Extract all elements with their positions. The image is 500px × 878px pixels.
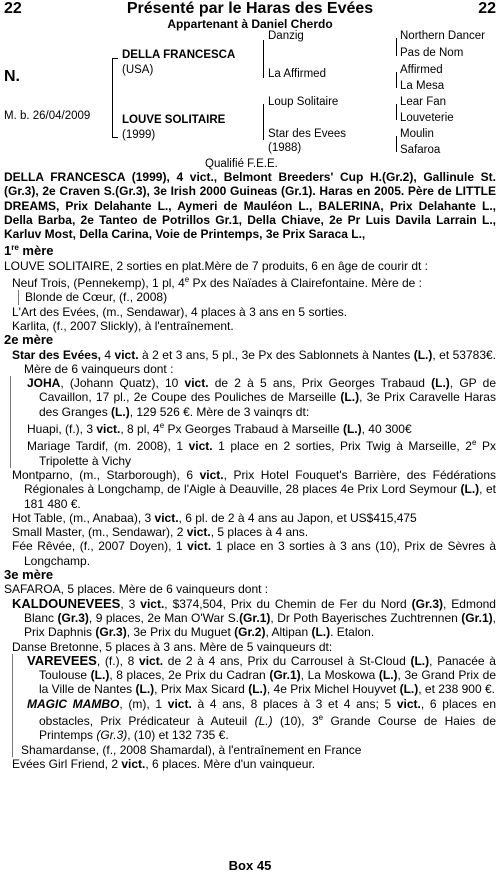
dam-sire: Loup Solitaire xyxy=(268,96,339,108)
lot-number-right: 22 xyxy=(478,0,496,17)
lot-number-left: 22 xyxy=(4,0,22,17)
dam-dam-year: (1988) xyxy=(268,142,302,154)
sire-sire: Danzig xyxy=(268,30,304,42)
ggp-3: Affirmed xyxy=(400,64,443,76)
ggp-1: Northern Dancer xyxy=(400,30,486,42)
first-dam-section: LOUVE SOLITAIRE, 2 sorties en plat.Mère de 7 produits, 6 en âge de courir dt : Neuf Trois, (Pennekemp), 1 pl, 4e Px des Naïades à Clairefontaine. Mère de : Blonde de Cœur, (f., 2008) L'Art des Evées, (m., Sendawar), 4 places à 3 ans en 5 sorties. Karlita, (f., 2007 Slickly), à l'entraînement. xyxy=(4,259,496,333)
box-number: Box 45 xyxy=(228,858,272,873)
third-dam-section: SAFAROA, 5 places. Mère de 6 vainqueurs dont : KALDOUNEVEES, 3 vict., $374,504, Prix du Chemin de Fer du Nord (Gr.3), Edmond Blanc (Gr.3), 9 places, 2e Man O'War S.(Gr.1), Dr Poth Bayerisches Zuchtrennen (Gr.1), Prix Daphnis (Gr.3), 3e Prix du Muguet (Gr.2), Altipan (L.). Etalon. Danse Bretonne, 5 places à 3 ans. Mère de 5 vainqueurs dt: VAREVEES, (f.), 8 vict. de 2 à 4 ans, Prix du Carrousel à St-Cloud (L.), Panacée à Toulouse (L.), 8 places, 2e Prix du Cadran (Gr.1), La Moskowa (L.), 3e Grand Prix de la Ville de Nantes (L.), Prix Max Sicard (L.), 4e Prix Michel Houyvet (L.), et 238 900 €. MAGIC MAMBO, (m), 1 vict. à 4 ans, 8 places à 3 et 4 ans; 5 vict., 6 places en obstacles, Prix Prédicateur à Auteuil (L.) (10), 3e Grande Course de Haies de Printemps (Gr.3), (10) et 132 735 €. Shamardanse, (f., 2008 Shamardal), à l'entraînement en France Evées Girl Friend, 2 vict., 6 places. Mère d'un vainqueur. xyxy=(4,582,497,771)
sire-paragraph: DELLA FRANCESCA (1999), 4 vict., Belmont Breeders' Cup H.(Gr.2), Gallinule St.(Gr.3), 2e Craven S.(Gr.3), 3e Irish 2000 Guineas (Gr.1). Haras en 2005. Père de LITTLE DREAMS, Prix Delahante L., Aymeri de Mauléon L., BALERINA, Prix Delahante L., Della Barba, 2e Tanteo de Potrillos Gr.1, Della Chiave, 2e Pr Luis Davila Larrain L., Karluv Most, Della Carina, Voie de Printemps, 3e Prix Saraca L., xyxy=(4,170,496,242)
page-title: Présenté par le Haras des Evées xyxy=(126,0,374,17)
third-dam-heading: 3e mère xyxy=(4,567,54,583)
ggp-8: Safaroa xyxy=(400,144,441,156)
second-dam-heading: 2e mère xyxy=(4,332,54,348)
ggp-2: Pas de Nom xyxy=(400,47,464,59)
ggp-6: Louveterie xyxy=(400,112,454,124)
ggp-4: La Mesa xyxy=(400,80,445,92)
sire-name: DELLA FRANCESCA xyxy=(122,49,236,61)
horse-name: N. xyxy=(4,68,20,85)
sire-dam: La Affirmed xyxy=(268,68,326,80)
second-dam-section: Star des Evées, 4 vict. à 2 et 3 ans, 5 pl., 3e Px des Sablonnets à Nantes (L.), et 53783€. Mère de 6 vainqueurs dont : JOHA, (Johann Quatz), 10 vict. de 2 à 5 ans, Prix Georges Trabaud (L.), GP de Cavaillon, 17 pl., 2e Coupe des Pouliches de Marseille (L.), 3e Prix Caravelle Haras des Granges (L.), 129 526 €. Mère de 3 vainqrs dt: Huapi, (f.), 3 vict., 8 pl, 4e Px Georges Trabaud à Marseille (L.), 40 300€ Mariage Tardif, (m. 2008), 1 vict. 1 place en 2 sorties, Prix Twig à Marseille, 2e Px Tripolette à Vichy Montparno, (m., Starborough), 6 vict., Prix Hotel Fouquet's Barrière, des Fédérations Régionales à Longchamp, de l'Aigle à Deauville, 28 places 4e Prix Lord Seymour (L.), et 181 480 €. Hot Table, (m., Anabaa), 3 vict., 6 pl. de 2 à 4 ans au Japon, et US$415,475 Small Master, (m., Sendawar), 2 vict., 5 places à 4 ans. Fée Rêvée, (f., 2007 Doyen), 1 vict. 1 place en 3 sorties à 3 ans (10), Prix de Sèvres à Longchamp. xyxy=(12,347,497,568)
catalogue-body xyxy=(4,170,496,771)
dam-name: LOUVE SOLITAIRE xyxy=(122,114,226,126)
first-dam-heading: 1re mère xyxy=(4,243,54,259)
ggp-7: Moulin xyxy=(400,128,434,140)
dam-year: (1999) xyxy=(122,129,156,141)
qualification: Qualifié F.E.E. xyxy=(205,158,278,170)
dam-dam: Star des Evees xyxy=(268,128,346,140)
ggp-5: Lear Fan xyxy=(400,96,447,108)
horse-description: M. b. 26/04/2009 xyxy=(4,110,91,122)
sire-origin: (USA) xyxy=(122,64,154,76)
owner-line: Appartenant à Daniel Cherdo xyxy=(167,17,333,31)
